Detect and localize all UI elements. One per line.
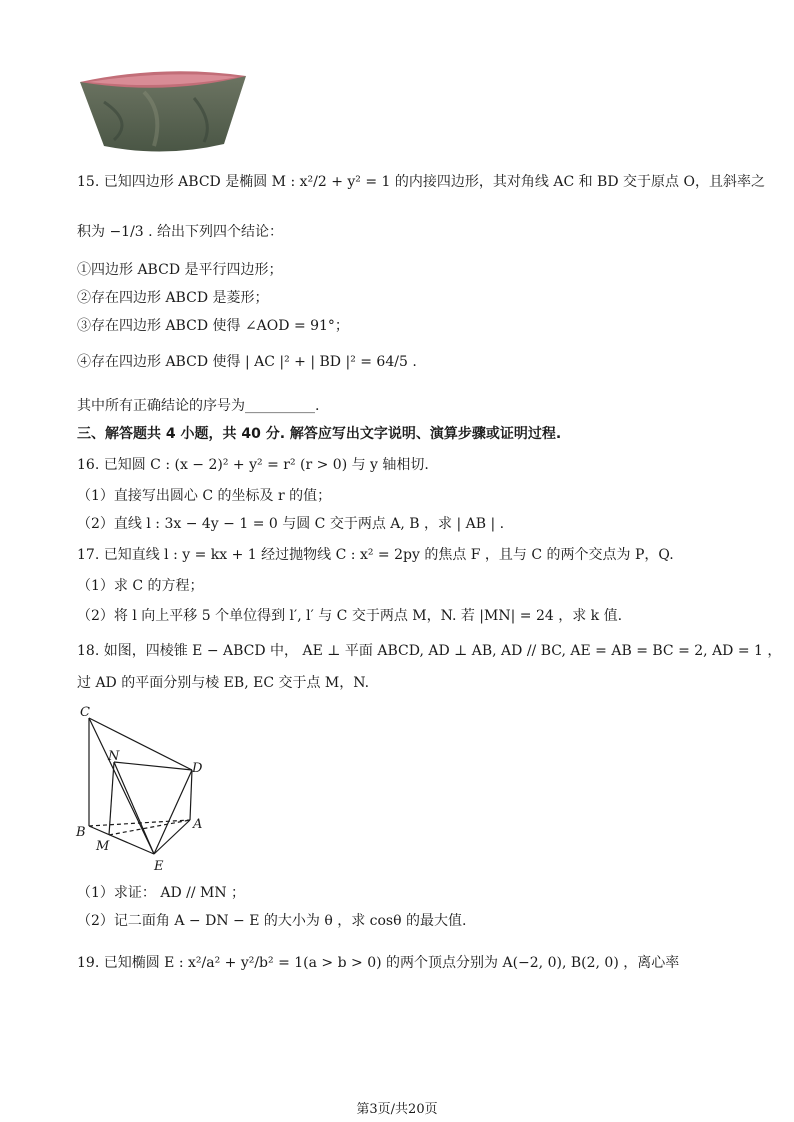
label-a: A: [193, 817, 203, 832]
page-footer: 第3页/共20页: [356, 1102, 438, 1117]
edge-da: [190, 770, 192, 820]
problem18-part2: （2）记二面角 A − DN − E 的大小为 θ ，求 cosθ 的最大值.: [77, 913, 467, 929]
edge-ce: [89, 718, 154, 854]
pyramid-figure: [72, 702, 222, 882]
problem16-part2: （2）直线 l : 3x − 4y − 1 = 0 与圆 C 交于两点 A, B ，求 | AB | .: [77, 516, 505, 532]
label-d: D: [192, 761, 203, 776]
problem16-stem: 16. 已知圆 C : (x − 2)² + y² = r² (r > 0) 与 y 轴相切.: [77, 457, 429, 473]
problem15-option-3: ③存在四边形 ABCD 使得 ∠AOD = 91°；: [77, 318, 349, 334]
label-b: B: [76, 825, 86, 840]
problem15-line1: 15. 已知四边形 ABCD 是椭圆 M : x²/2 + y² = 1 的内接四边形，其对角线 AC 和 BD 交于原点 O，且斜率之: [77, 174, 765, 190]
problem18-part1: （1）求证： AD // MN ；: [77, 885, 246, 901]
section-title: 三、解答题共 4 小题，共 40 分. 解答应写出文字说明、演算步骤或证明过程.: [77, 426, 562, 442]
segment-ma-hidden: [109, 820, 190, 835]
problem15-line2: 积为 −1/3 . 给出下列四个结论：: [77, 224, 284, 240]
problem17-part2: （2）将 l 向上平移 5 个单位得到 l′, l′ 与 C 交于两点 M，N. 若 |MN| = 24 ，求 k 值.: [77, 608, 623, 624]
problem16-part1: （1）直接写出圆心 C 的坐标及 r 的值；: [77, 488, 332, 504]
label-m: M: [96, 839, 110, 854]
problem17-part1: （1）求 C 的方程；: [77, 578, 204, 594]
segment-ne: [114, 762, 154, 854]
problem17-stem: 17. 已知直线 l : y = kx + 1 经过抛物线 C : x² = 2py 的焦点 F ，且与 C 的两个交点为 P，Q.: [77, 547, 674, 563]
problem15-option-4: ④存在四边形 ABCD 使得 | AC |² + | BD |² = 64/5 .: [77, 354, 417, 370]
bowl-image: [74, 62, 252, 154]
problem15-question: 其中所有正确结论的序号为__________.: [77, 398, 320, 414]
problem18-stem1: 18. 如图，四棱锥 E − ABCD 中， AE ⊥ 平面 ABCD, AD ⊥ AB, AD // BC, AE = AB = BC = 2, AD = 1 ，: [77, 643, 782, 659]
label-e: E: [154, 859, 164, 874]
label-c: C: [80, 705, 90, 720]
segment-nd: [114, 762, 192, 770]
problem18-stem2: 过 AD 的平面分别与棱 EB, EC 交于点 M，N.: [77, 675, 370, 691]
edge-de: [154, 770, 192, 854]
edge-cd: [89, 718, 192, 770]
problem15-option-1: ①四边形 ABCD 是平行四边形；: [77, 262, 283, 278]
label-n: N: [108, 749, 120, 764]
problem15-option-2: ②存在四边形 ABCD 是菱形；: [77, 290, 269, 306]
problem19-stem: 19. 已知椭圆 E : x²/a² + y²/b² = 1(a > b > 0) 的两个顶点分别为 A(−2, 0), B(2, 0) ，离心率: [77, 955, 680, 971]
